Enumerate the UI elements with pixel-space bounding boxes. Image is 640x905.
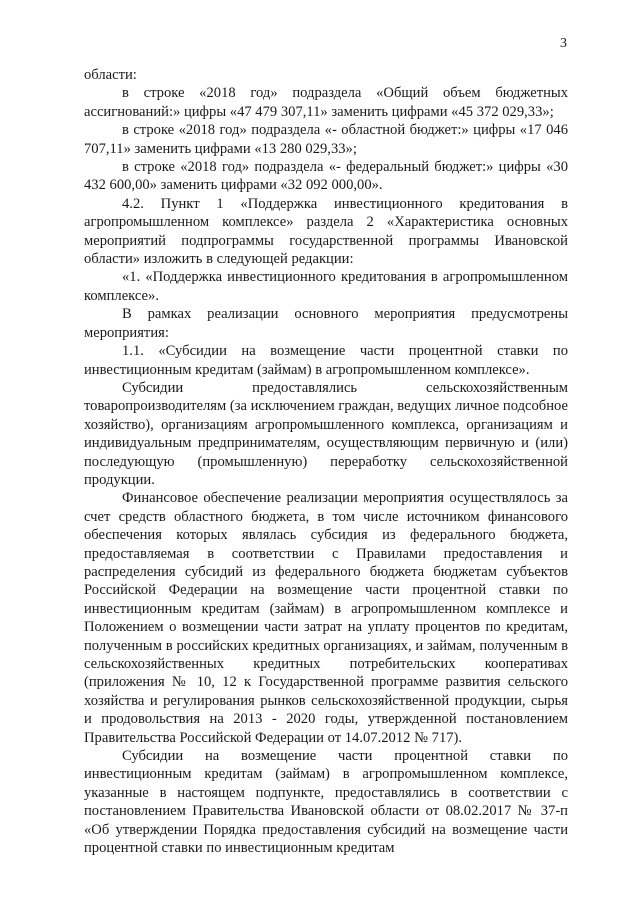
paragraph: в строке «2018 год» подраздела «- федеральный бюджет:» цифры «30 432 600,00» заменить цифрами «32 092 000,00». bbox=[84, 159, 568, 194]
paragraph: 4.2. Пункт 1 «Поддержка инвестиционного кредитования в агропромышленном комплексе» раздела 2 «Характеристика основных мероприятий подпрограммы государственной программы Ивановской области» изложить в следующей редакции: bbox=[84, 195, 568, 268]
paragraph: Субсидии на возмещение части процентной ставки по инвестиционным кредитам (займам) в агропромышленном комплексе, указанные в настоящем подпункте, предоставлялись в соответствии с постановлением Правительства Ивановской области от 08.02.2017 № 37-п «Об утверждении Порядка предоставления субсидий на возмещение части процентной ставки по инвестиционным кредитам bbox=[84, 748, 568, 857]
paragraph: Финансовое обеспечение реализации мероприятия осуществлялось за счет средств областного бюджета, в том числе источником финансового обеспечения которых являлась субсидия из федерального бюджета, предоставляемая в соответствии с Правилами предоставления и распределения субсидий из федерального бюджета бюджетам субъектов Российской Федерации на возмещение части процентной ставки по инвестиционным кредитам (займам) в агропромышленном комплексе и Положением о возмещении части затрат на уплату процентов по кредитам, полученным в российских кредитных организациях, и займам, полученным в сельскохозяйственных кредитных потребительских кооперативах (приложения № 10, 12 к Государственной программе развития сельского хозяйства и регулирования рынков сельскохозяйственной продукции, сырья и продовольствия на 2013 - 2020 годы, утвержденной постановлением Правительства Российской Федерации от 14.07.2012 № 717). bbox=[84, 490, 568, 746]
paragraph: области: bbox=[84, 67, 137, 83]
paragraph: Субсидии предоставлялись сельскохозяйственным товаропроизводителям (за исключением граждан, ведущих личное подсобное хозяйство), организациям агропромышленного комплекса, организациям и индивидуальным предпринимателям, осуществляющим первичную и (или) последующую (промышленную) переработку сельскохозяйственной продукции. bbox=[84, 379, 568, 488]
paragraph: В рамках реализации основного мероприятия предусмотрены мероприятия: bbox=[84, 306, 568, 341]
document-body bbox=[84, 66, 568, 857]
paragraph: 1.1. «Субсидии на возмещение части процентной ставки по инвестиционным кредитам (займам) в агропромышленном комплексе». bbox=[84, 343, 568, 378]
paragraph: в строке «2018 год» подраздела «- областной бюджет:» цифры «17 046 707,11» заменить цифрами «13 280 029,33»; bbox=[84, 122, 568, 157]
page-number: 3 bbox=[560, 36, 567, 51]
paragraph: в строке «2018 год» подраздела «Общий объем бюджетных ассигнований:» цифры «47 479 307,11» заменить цифрами «45 372 029,33»; bbox=[84, 85, 568, 120]
paragraph: «1. «Поддержка инвестиционного кредитования в агропромышленном комплексе». bbox=[84, 269, 568, 304]
